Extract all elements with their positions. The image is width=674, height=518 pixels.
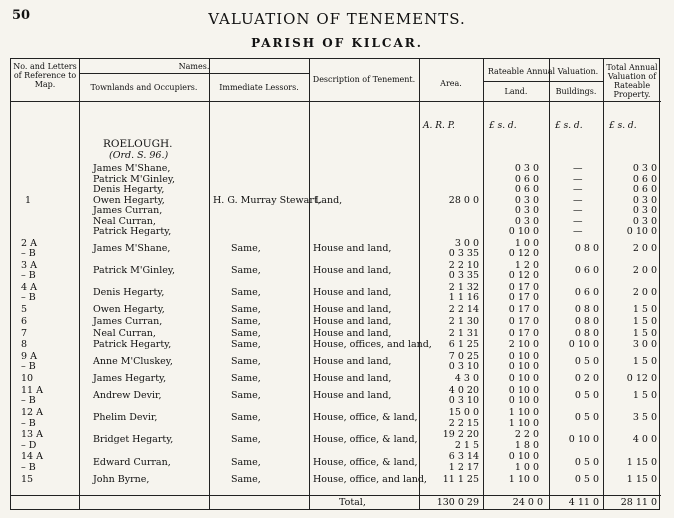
lessor: Same,	[231, 434, 261, 446]
area: 2 1 5	[454, 439, 479, 451]
buildings-dash: —	[573, 163, 583, 174]
map-ref: 3 A	[21, 259, 37, 271]
land-value: 0 12 0	[508, 248, 539, 259]
land-value: 0 3 0	[514, 163, 539, 174]
description: House, office, & land,	[313, 412, 418, 424]
area: 19 2 20	[442, 429, 479, 441]
total-value: 1 5 0	[632, 327, 657, 339]
map-ref: 9 A	[21, 350, 37, 362]
area: 11 1 25	[442, 473, 479, 485]
land-value: 0 10 0	[508, 361, 539, 373]
lessor: Same,	[231, 473, 261, 485]
total-value: 0 12 0	[626, 373, 657, 385]
lessor: Same,	[231, 327, 261, 339]
area: 2 2 10	[448, 259, 479, 271]
header-map-ref: No. and Letters of Reference to Map.	[13, 62, 77, 89]
total-value: 1 15 0	[626, 473, 657, 485]
occupier-name: Neal Curran,	[93, 327, 156, 339]
land-value: 0 10 0	[508, 350, 539, 362]
lessor: Same,	[231, 373, 261, 385]
map-ref: – B	[21, 417, 36, 429]
description: House and land,	[313, 315, 392, 327]
map-ref: – D	[21, 439, 37, 451]
lessor: Same,	[231, 356, 261, 368]
map-ref: 2 A	[21, 237, 37, 249]
occupier-name: James M'Shane,	[93, 242, 171, 254]
lessor: Same,	[231, 287, 261, 299]
buildings-value: 0 5 0	[574, 456, 599, 468]
lessor: Same,	[231, 390, 261, 402]
occupier-name: Owen Hegarty,	[93, 304, 165, 316]
occupier-name: Anne M'Cluskey,	[93, 356, 173, 368]
occupier-name: Patrick M'Ginley,	[93, 264, 175, 276]
map-ref: – B	[21, 395, 36, 407]
description: House, office, & land,	[313, 434, 418, 446]
buildings-value: 0 8 0	[574, 327, 599, 339]
page-title: VALUATION OF TENEMENTS.	[208, 10, 466, 28]
area: 28 0 0	[448, 194, 479, 206]
map-ref: 8	[21, 339, 28, 351]
land-value: 1 10 0	[508, 407, 539, 418]
header-occupiers: Townlands and Occupiers.	[90, 83, 198, 92]
total-value: 1 5 0	[632, 304, 657, 316]
land-value: 0 6 0	[514, 184, 539, 195]
land-value: 0 6 0	[514, 173, 539, 185]
land-value: 0 12 0	[508, 270, 539, 282]
description: Land,	[315, 194, 343, 206]
total-value: 2 0 0	[632, 242, 657, 254]
area: 4 0 20	[448, 384, 479, 396]
occupier-name: Denis Hegarty,	[93, 184, 165, 195]
land-value: 0 3 0	[514, 215, 539, 227]
land-value: 0 17 0	[508, 304, 539, 316]
description: House and land,	[313, 373, 392, 385]
description: House and land,	[313, 242, 392, 254]
map-ref: 15	[21, 473, 34, 485]
area: 6 1 25	[448, 339, 479, 351]
description: House, office, & land,	[313, 456, 418, 468]
land-value: 1 2 0	[514, 259, 539, 271]
buildings-dash: —	[573, 184, 583, 195]
parish-subtitle: PARISH OF KILCAR.	[251, 36, 423, 50]
map-ref: 14 A	[21, 451, 43, 463]
ordnance-sheet: (Ord. S. 96.)	[109, 150, 169, 161]
occupier-name: James Curran,	[93, 315, 163, 327]
occupier-name: Patrick Hegarty,	[93, 226, 172, 237]
total-value: 0 3 0	[632, 163, 657, 174]
buildings-dash: —	[573, 205, 583, 216]
land-value: 0 10 0	[508, 451, 539, 463]
total-value: 3 5 0	[632, 412, 657, 424]
area: 2 1 31	[448, 327, 479, 339]
buildings-value: 0 10 0	[568, 434, 599, 446]
buildings-value: 0 2 0	[574, 373, 599, 385]
total-value: 0 3 0	[632, 205, 657, 216]
land-value: 1 0 0	[514, 237, 539, 249]
buildings-value: 0 5 0	[574, 412, 599, 424]
occupier-name: Patrick M'Ginley,	[93, 173, 175, 185]
description: House and land,	[313, 390, 392, 402]
total-value: 2 0 0	[632, 287, 657, 299]
buildings-dash: —	[573, 215, 583, 227]
lessor: Same,	[231, 315, 261, 327]
occupier-name: Bridget Hegarty,	[93, 434, 174, 446]
map-ref: 11 A	[21, 384, 43, 396]
area: 2 2 14	[448, 304, 479, 316]
land-value: 2 10 0	[508, 339, 539, 351]
buildings-value: 0 8 0	[574, 242, 599, 254]
area: 1 1 16	[448, 292, 479, 304]
description: House, office, and land,	[313, 473, 427, 485]
buildings-value: 0 6 0	[574, 264, 599, 276]
map-ref: 1	[25, 194, 32, 206]
total-value: 0 6 0	[632, 173, 657, 185]
map-ref: 5	[21, 304, 28, 316]
valuation-table	[10, 58, 660, 510]
header-area: Area.	[440, 79, 462, 88]
total-value: 0 10 0	[626, 226, 657, 237]
occupier-name: James M'Shane,	[93, 163, 171, 174]
area: 0 3 35	[448, 248, 479, 259]
occupier-name: Andrew Devir,	[93, 390, 162, 402]
header-buildings: Buildings.	[555, 87, 597, 96]
area: 2 2 15	[448, 417, 479, 429]
header-description: Description of Tenement.	[312, 75, 416, 84]
land-value: 0 10 0	[508, 384, 539, 396]
header-valuation: Rateable Annual Valuation.	[487, 67, 599, 76]
buildings-value: 0 10 0	[568, 339, 599, 351]
occupier-name: Phelim Devir,	[93, 412, 158, 424]
area: 7 0 25	[448, 350, 479, 362]
map-ref: – B	[21, 248, 36, 259]
map-ref: – B	[21, 461, 36, 473]
buildings-dash: —	[573, 173, 583, 185]
lessor: Same,	[231, 456, 261, 468]
map-ref: 7	[21, 327, 28, 339]
total-value: 1 5 0	[632, 390, 657, 402]
description: House, offices, and land,	[313, 339, 432, 351]
occupier-name: John Byrne,	[93, 473, 150, 485]
map-ref: 4 A	[21, 281, 37, 293]
total-value: 1 15 0	[626, 456, 657, 468]
description: House and land,	[313, 264, 392, 276]
area: 2 1 32	[448, 281, 479, 293]
area: 15 0 0	[448, 407, 479, 418]
area: 6 3 14	[448, 451, 479, 463]
area: 1 2 17	[448, 461, 479, 473]
total-label: Total,	[339, 497, 366, 508]
lessor: Same,	[231, 412, 261, 424]
land-value: 1 8 0	[514, 439, 539, 451]
bld-units: £ s. d.	[555, 121, 583, 131]
land-value: 0 17 0	[508, 281, 539, 293]
buildings-value: 0 6 0	[574, 287, 599, 299]
header-names: Names.	[178, 62, 210, 71]
land-units: £ s. d.	[489, 121, 517, 131]
description: House and land,	[313, 327, 392, 339]
land-value: 1 10 0	[508, 473, 539, 485]
buildings-value: 0 8 0	[574, 315, 599, 327]
total-value: 4 0 0	[632, 434, 657, 446]
map-ref: 6	[21, 315, 28, 327]
header-land: Land.	[504, 87, 528, 96]
total-valuation: 28 11 0	[620, 497, 657, 508]
townland-name: ROELOUGH.	[103, 138, 173, 150]
total-value: 1 5 0	[632, 356, 657, 368]
land-value: 0 17 0	[508, 315, 539, 327]
header-total: Total Annual Valuation of Rateable Property.	[606, 63, 658, 99]
total-value: 0 6 0	[632, 184, 657, 195]
land-value: 0 17 0	[508, 327, 539, 339]
map-ref: 12 A	[21, 407, 43, 418]
occupier-name: James Curran,	[93, 205, 163, 216]
occupier-name: Owen Hegarty,	[93, 194, 165, 206]
occupier-name: Patrick Hegarty,	[93, 339, 172, 351]
lessor: Same,	[231, 264, 261, 276]
area: 2 1 30	[448, 315, 479, 327]
map-ref: – B	[21, 361, 36, 373]
buildings-value: 0 5 0	[574, 473, 599, 485]
lessor: Same,	[231, 304, 261, 316]
total-value: 0 3 0	[632, 215, 657, 227]
land-value: 0 3 0	[514, 194, 539, 206]
lessor: Same,	[231, 242, 261, 254]
area: 3 0 0	[454, 237, 479, 249]
map-ref: 13 A	[21, 429, 43, 441]
occupier-name: Neal Curran,	[93, 215, 156, 227]
page-number: 50	[12, 8, 31, 23]
total-value: 3 0 0	[632, 339, 657, 351]
map-ref: – B	[21, 270, 36, 282]
lessor: H. G. Murray Stewart,	[213, 194, 321, 206]
total-area: 130 0 29	[436, 497, 479, 508]
occupier-name: Edward Curran,	[93, 456, 171, 468]
total-value: 0 3 0	[632, 194, 657, 206]
total-value: 1 5 0	[632, 315, 657, 327]
header-lessors: Immediate Lessors.	[219, 83, 299, 92]
lessor: Same,	[231, 339, 261, 351]
total-buildings: 4 11 0	[568, 497, 599, 508]
area-units: A. R. P.	[423, 121, 455, 131]
total-value: 2 0 0	[632, 264, 657, 276]
map-ref: 10	[21, 373, 34, 385]
buildings-dash: —	[573, 194, 583, 206]
total-units: £ s. d.	[609, 121, 637, 131]
description: House and land,	[313, 356, 392, 368]
description: House and land,	[313, 287, 392, 299]
description: House and land,	[313, 304, 392, 316]
occupier-name: Denis Hegarty,	[93, 287, 165, 299]
total-land: 24 0 0	[512, 497, 543, 508]
land-value: 1 0 0	[514, 461, 539, 473]
area: 0 3 10	[448, 395, 479, 407]
buildings-dash: —	[573, 226, 583, 237]
area: 0 3 35	[448, 270, 479, 282]
map-ref: – B	[21, 292, 36, 304]
land-value: 0 10 0	[508, 226, 539, 237]
land-value: 0 17 0	[508, 292, 539, 304]
land-value: 1 10 0	[508, 417, 539, 429]
area: 0 3 10	[448, 361, 479, 373]
land-value: 0 10 0	[508, 395, 539, 407]
buildings-value: 0 8 0	[574, 304, 599, 316]
area: 4 3 0	[454, 373, 479, 385]
land-value: 0 3 0	[514, 205, 539, 216]
land-value: 0 10 0	[508, 373, 539, 385]
land-value: 2 2 0	[514, 429, 539, 441]
occupier-name: James Hegarty,	[93, 373, 167, 385]
buildings-value: 0 5 0	[574, 356, 599, 368]
buildings-value: 0 5 0	[574, 390, 599, 402]
